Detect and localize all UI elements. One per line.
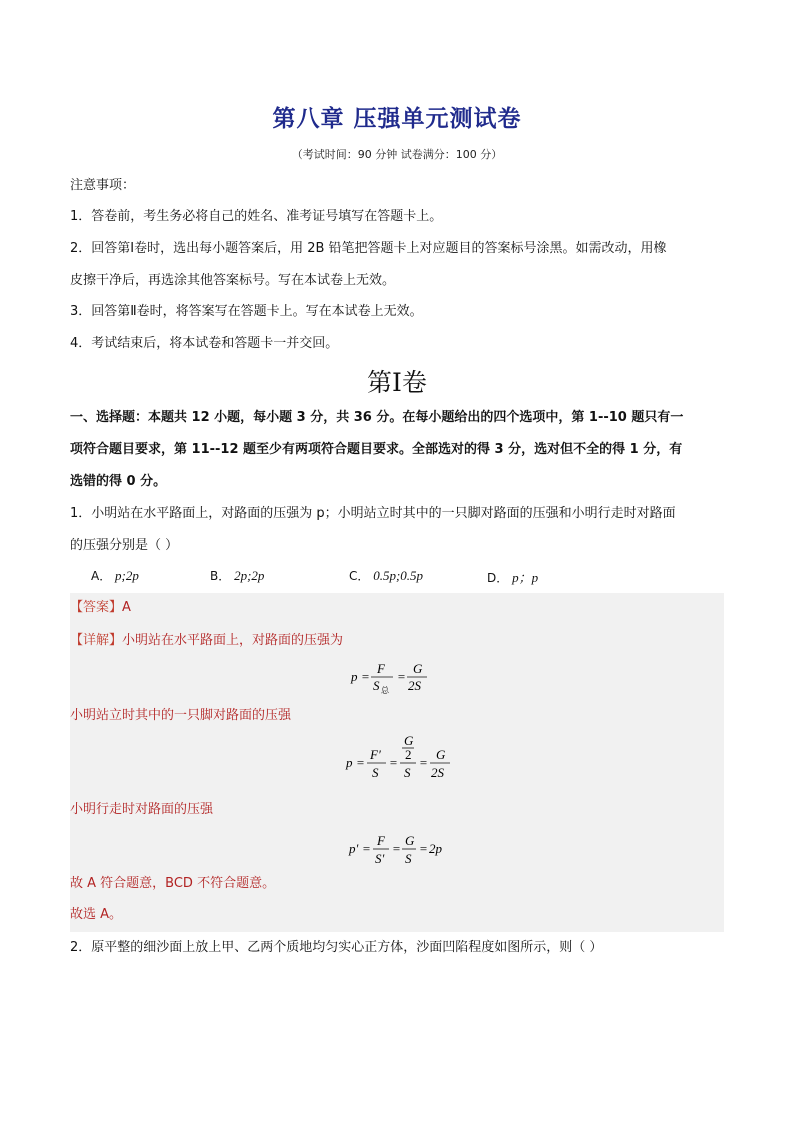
f1-eq2: =: [397, 669, 406, 684]
f3-eq2: =: [392, 841, 401, 856]
option-d: [487, 567, 538, 586]
formula-2: [70, 735, 724, 793]
f2-den3: 2S: [431, 765, 444, 780]
option-label: B．: [210, 569, 231, 583]
instructions-line: 选错的得 0 分。: [70, 474, 167, 489]
f1-den2: 2S: [408, 678, 421, 693]
f1-lhs: p: [351, 669, 358, 684]
f3-lhs: p′: [349, 841, 359, 856]
option-c: [349, 567, 423, 584]
f3-eq: =: [362, 841, 371, 856]
option-label: D．: [487, 571, 509, 585]
option-value: 2p;2p: [234, 568, 265, 583]
f1-num1: F: [377, 661, 385, 676]
conclusion-line: 故 A 符合题意，BCD 不符合题意。: [70, 876, 276, 891]
page-title: 第八章 压强单元测试卷: [272, 106, 522, 132]
notice-item: 2．回答第Ⅰ卷时，选出每小题答案后，用 2B 铅笔把答题卡上对应题目的答案标号涂黑。如需改动，用橡: [70, 241, 667, 256]
notice-item: 皮擦干净后，再选涂其他答案标号。写在本试卷上无效。: [70, 273, 396, 288]
f2-den1: S: [372, 765, 379, 780]
option-b: [210, 567, 264, 584]
exam-info: （考试时间：90 分钟 试卷满分：100 分）: [291, 148, 503, 161]
f3-rhs: 2p: [429, 841, 442, 856]
f3-den1: S′: [375, 851, 385, 866]
detail-text: 小明站在水平路面上，对路面的压强为: [122, 633, 344, 648]
f3-den2: S: [405, 851, 412, 866]
option-value: p；p: [512, 570, 539, 585]
f2-num2-bot: 2: [405, 747, 412, 762]
detail-line-3: 小明行走时对路面的压强: [70, 802, 214, 817]
answer-line: [70, 598, 131, 618]
detail-line: [70, 631, 343, 651]
f2-eq: =: [356, 755, 365, 770]
notice-item: 3．回答第Ⅱ卷时，将答案写在答题卡上。写在本试卷上无效。: [70, 304, 423, 319]
f2-lhs: p: [346, 755, 353, 770]
option-a: [91, 567, 139, 584]
f1-num2: G: [413, 661, 423, 676]
section-title: 第Ⅰ卷: [367, 368, 427, 397]
formula-3: [70, 828, 724, 870]
option-label: A．: [91, 569, 112, 583]
f3-num2: G: [405, 833, 415, 848]
notice-heading: 注意事项：: [70, 178, 136, 193]
f1-eq: =: [361, 669, 370, 684]
formula-3-svg: [347, 828, 447, 870]
detail-line-2: 小明站立时其中的一只脚对路面的压强: [70, 708, 292, 723]
f3-num1: F: [377, 833, 385, 848]
question-1-text: 1．小明站在水平路面上，对路面的压强为 p；小明站立时其中的一只脚对路面的压强和小明行走时对路面: [70, 506, 676, 521]
f2-eq2: =: [389, 755, 398, 770]
f3-eq3: =: [419, 841, 428, 856]
option-label: C．: [349, 569, 370, 583]
notice-item: 4．考试结束后，将本试卷和答题卡一并交回。: [70, 336, 339, 351]
answer-value: A: [122, 600, 131, 615]
question-2-text: 2．原平整的细沙面上放上甲、乙两个质地均匀实心正方体，沙面凹陷程度如图所示，则（ ）: [70, 940, 603, 955]
f2-den2: S: [404, 765, 411, 780]
f2-num3: G: [436, 747, 446, 762]
option-value: p;2p: [115, 568, 139, 583]
f2-eq3: =: [419, 755, 428, 770]
formula-1-svg: [347, 657, 447, 697]
f2-num2-top: G: [404, 735, 414, 748]
formula-2-svg: [342, 735, 452, 793]
notice-item: 1．答卷前，考生务必将自己的姓名、准考证号填写在答题卡上。: [70, 209, 443, 224]
answer-tag: 【答案】: [70, 600, 123, 615]
final-answer-line: 故选 A。: [70, 907, 123, 922]
detail-tag: 【详解】: [70, 633, 123, 648]
formula-1: [70, 657, 724, 697]
f1-den1-sub: 总: [381, 686, 389, 695]
f1-den1: S: [373, 678, 380, 693]
option-value: 0.5p;0.5p: [373, 568, 424, 583]
instructions-line: 项符合题目要求，第 11--12 题至少有两项符合题目要求。全部选对的得 3 分，选对但不全的得 1 分，有: [70, 442, 683, 457]
f2-num1: F′: [370, 747, 381, 762]
question-1-text: 的压强分别是（ ）: [70, 538, 179, 553]
instructions-line: 一、选择题：本题共 12 小题，每小题 3 分，共 36 分。在每小题给出的四个选项中，第 1--10 题只有一: [70, 410, 684, 425]
